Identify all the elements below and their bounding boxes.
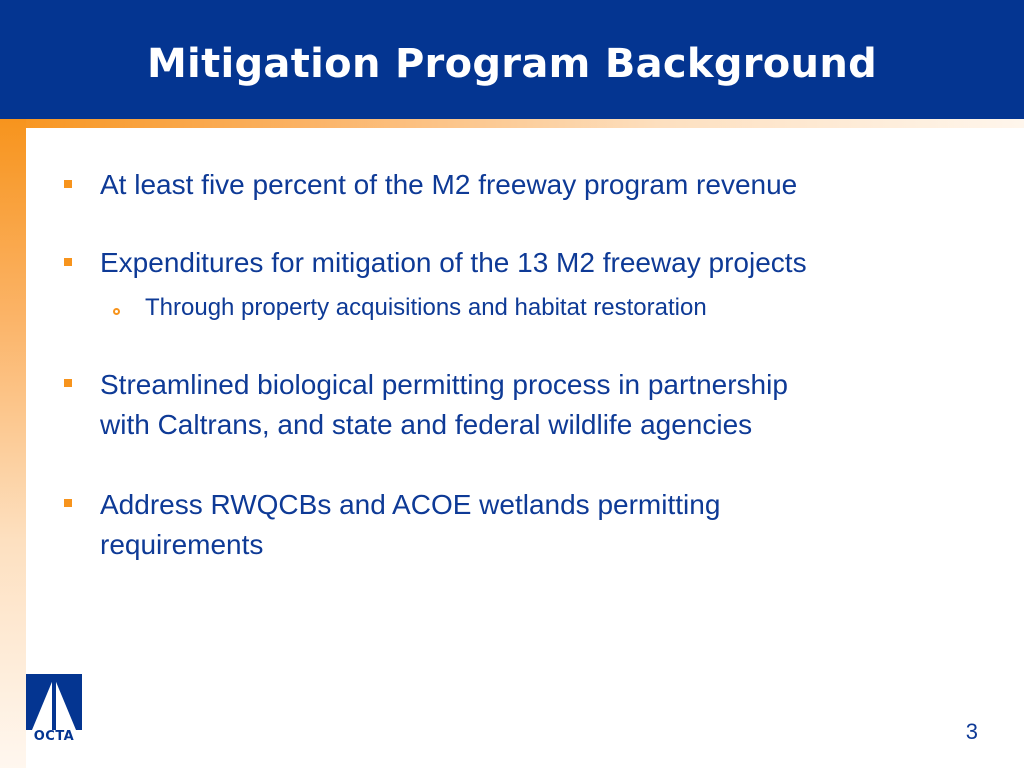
- bullet-text: Address RWQCBs and ACOE wetlands permitting: [100, 489, 721, 520]
- circle-bullet-icon: [113, 308, 120, 315]
- bullet-text: Expenditures for mitigation of the 13 M2 freeway projects: [100, 247, 807, 278]
- square-bullet-icon: [64, 499, 72, 507]
- slide-title: Mitigation Program Background: [146, 41, 878, 87]
- bullet-text-continued: with Caltrans, and state and federal wildlife agencies: [100, 409, 753, 440]
- bullet-text-continued: requirements: [100, 529, 264, 560]
- square-bullet-icon: [64, 258, 72, 266]
- square-bullet-icon: [64, 379, 72, 387]
- page-number: 3: [965, 719, 978, 744]
- bullet-text: At least five percent of the M2 freeway program revenue: [100, 169, 798, 200]
- sub-bullet-text: Through property acquisitions and habitat restoration: [145, 294, 707, 321]
- square-bullet-icon: [64, 180, 72, 188]
- logo-text: OCTA: [33, 729, 75, 744]
- bullet-text: Streamlined biological permitting process in partnership: [100, 369, 788, 400]
